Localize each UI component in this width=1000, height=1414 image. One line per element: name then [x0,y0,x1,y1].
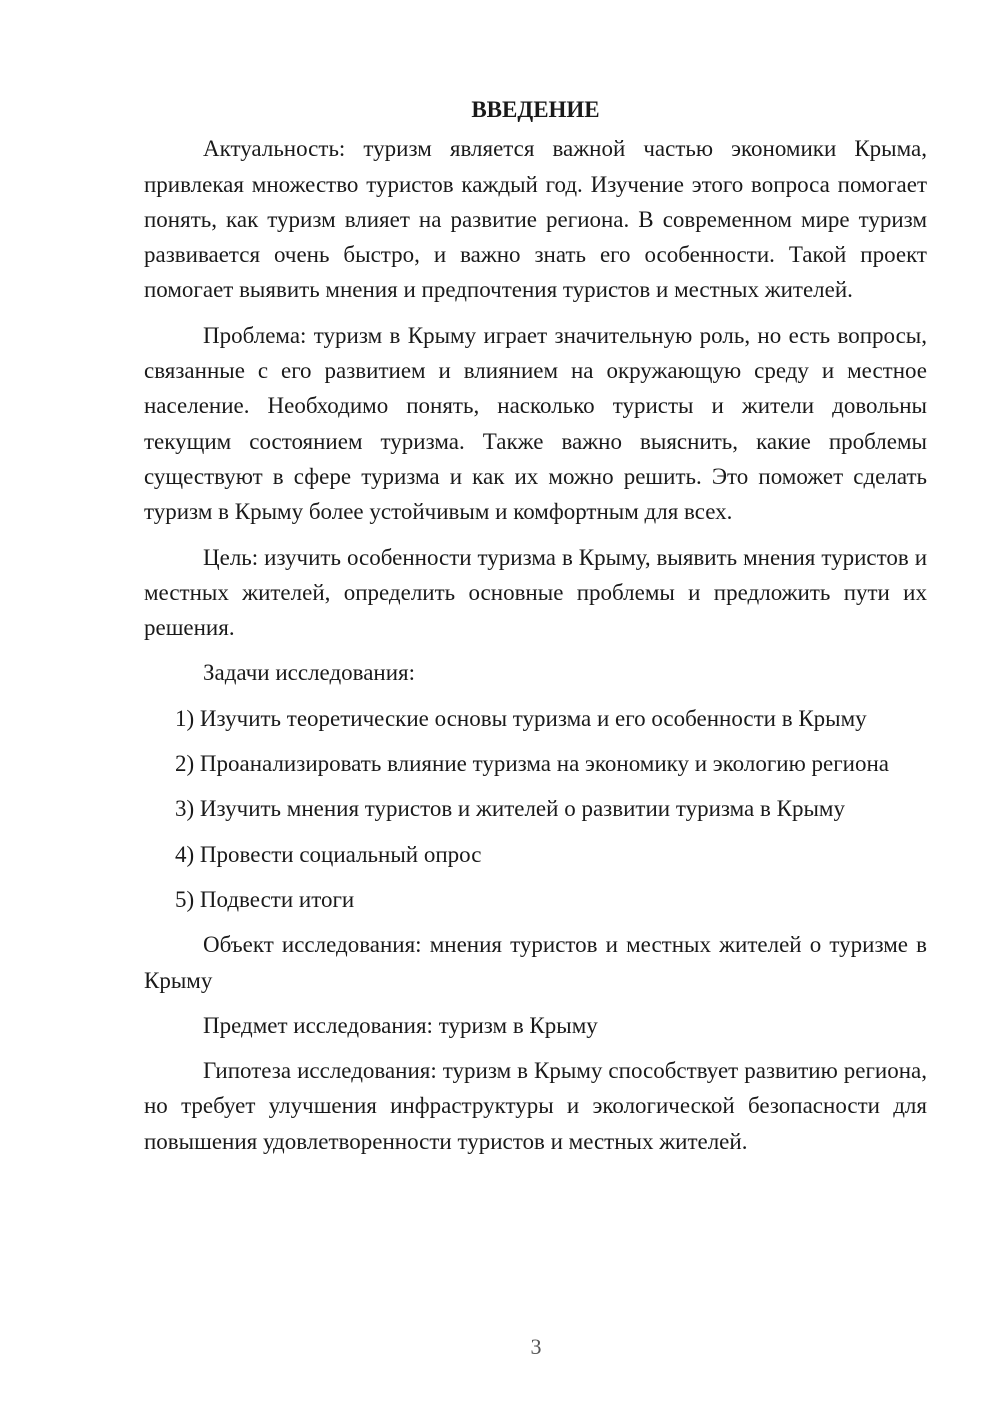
page-number: 3 [530,1334,542,1359]
goal-paragraph: Цель: изучить особенности туризма в Крыму, выявить мнения туристов и местных жителей, определить основные проблемы и предложить пути их решения. [144,544,927,641]
document-body [144,92,927,1169]
tasks-heading: Задачи исследования: [203,660,416,686]
object-paragraph: Объект исследования: мнения туристов и местных жителей о туризме в Крыму [144,932,927,993]
task-item: 4) Провести социальный опрос [175,841,482,867]
problem-paragraph: Проблема: туризм в Крыму играет значительную роль, но есть вопросы, связанные с его развитием и влиянием на окружающую среду и местное население. Необходимо понять, насколько туристы и жители довольны текущим состоянием туризма. Также важно выяснить, какие проблемы существуют в сфере туризма и как их можно решить. Это поможет сделать туризм в Крыму более устойчивым и комфортным для всех. [144,322,927,525]
relevance-paragraph: Актуальность: туризм является важной частью экономики Крыма, привлекая множество туристов каждый год. Изучение этого вопроса помогает понять, как туризм влияет на развитие региона. В современном мире туризм развивается очень быстро, и важно знать его особенности. Такой проект помогает выявить мнения и предпочтения туристов и местных жителей. [144,136,927,303]
task-item: 2) Проанализировать влияние туризма на экономику и экологию региона [175,751,889,777]
section-title: ВВЕДЕНИЕ [471,97,600,122]
subject-paragraph: Предмет исследования: туризм в Крыму [203,1012,598,1038]
task-item: 5) Подвести итоги [175,886,355,912]
hypothesis-paragraph: Гипотеза исследования: туризм в Крыму способствует развитию региона, но требует улучшения инфраструктуры и экологической безопасности для повышения удовлетворенности туристов и местных жителей. [144,1058,927,1154]
task-item: 3) Изучить мнения туристов и жителей о развитии туризма в Крыму [175,796,845,822]
task-item: 1) Изучить теоретические основы туризма и его особенности в Крыму [175,705,867,731]
